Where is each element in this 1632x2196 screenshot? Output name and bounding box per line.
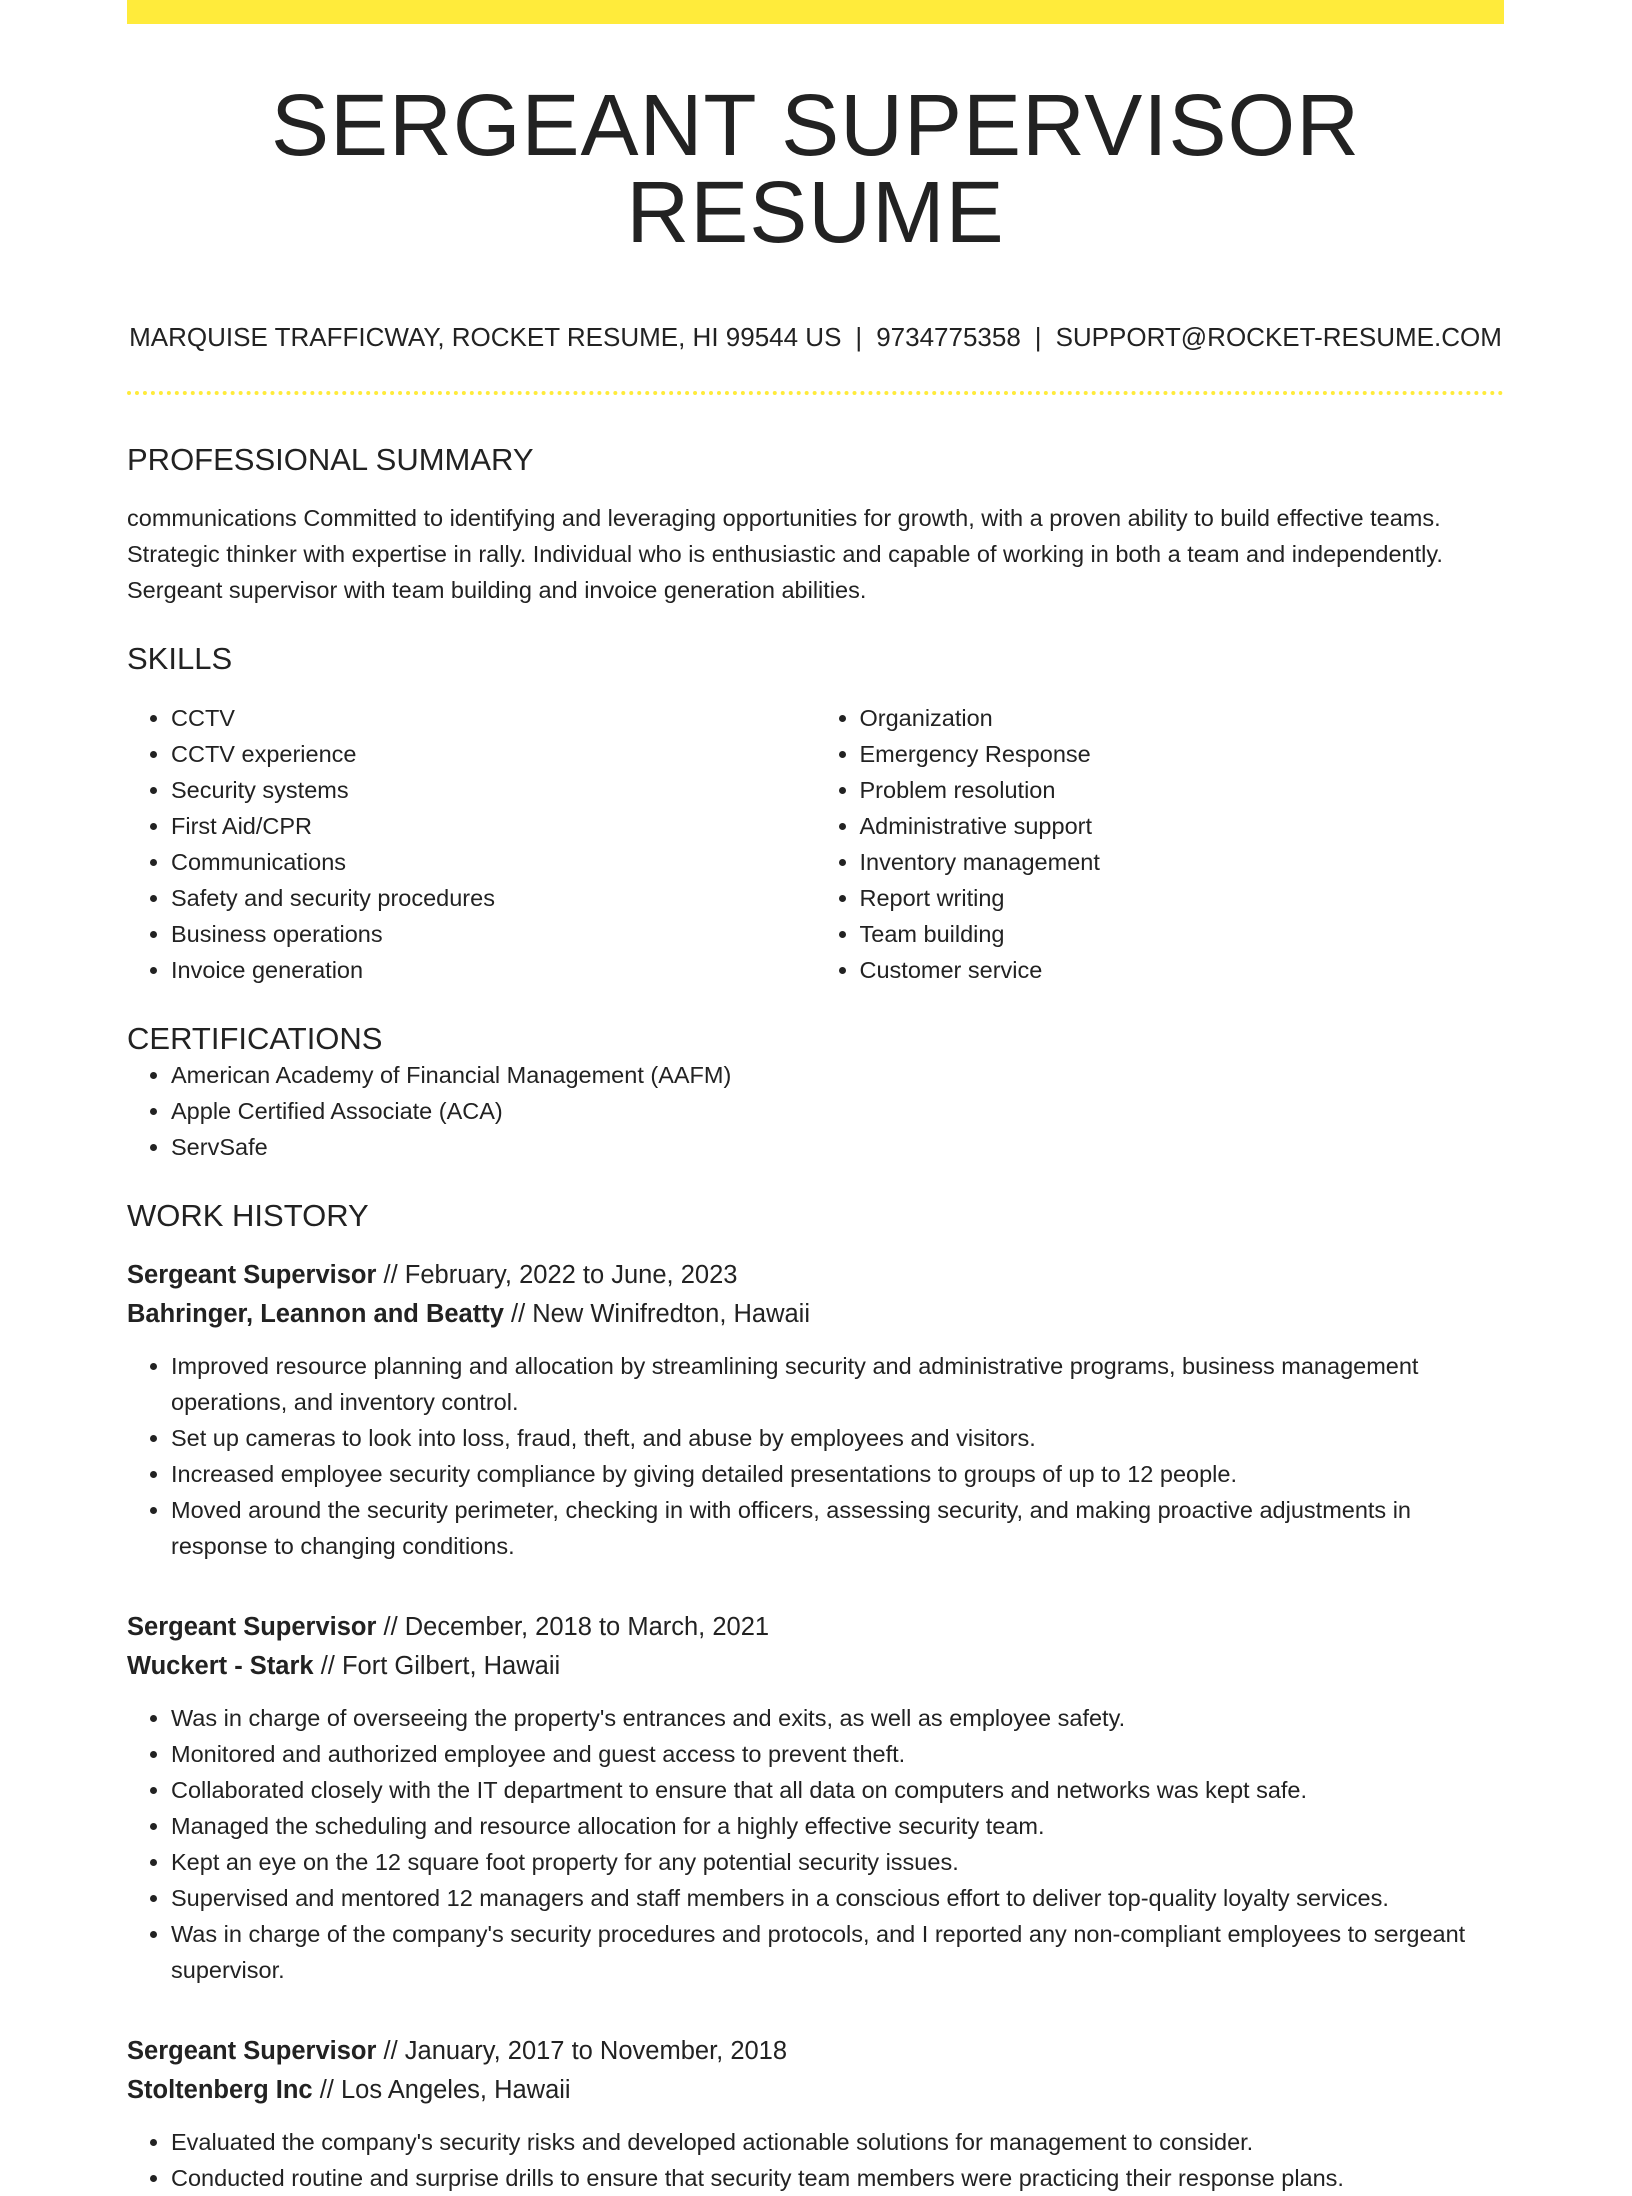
job-location: // New Winifredton, Hawaii: [511, 1299, 811, 1328]
job-bullet: • Increased employee security compliance by giving detailed presentations to groups of up to 12 people.: [171, 1456, 1504, 1492]
job-title-line: [127, 1608, 1504, 1647]
job-entry: [127, 1256, 1504, 1564]
summary-heading: PROFESSIONAL SUMMARY: [127, 442, 534, 478]
skill-item: • Business operations: [171, 916, 816, 952]
top-accent-bar: [127, 0, 1504, 24]
job-dates: // February, 2022 to June, 2023: [383, 1260, 738, 1289]
job-company: Stoltenberg Inc: [127, 2075, 313, 2104]
work-history-list: [127, 1256, 1504, 2196]
job-company: Bahringer, Leannon and Beatty: [127, 1299, 504, 1328]
certification-item: • Apple Certified Associate (ACA): [171, 1093, 1504, 1129]
job-title-line: [127, 2032, 1504, 2071]
job-bullets: [127, 1700, 1504, 1988]
job-bullet: • Evaluated the company's security risks and developed actionable solutions for management to consider.: [171, 2124, 1504, 2160]
contact-line: [127, 322, 1504, 353]
job-bullets: [127, 2124, 1504, 2196]
certification-item: • American Academy of Financial Management (AAFM): [171, 1057, 1504, 1093]
skills-heading: SKILLS: [127, 641, 233, 677]
skill-item: • First Aid/CPR: [171, 808, 816, 844]
skill-item: • Emergency Response: [860, 736, 1505, 772]
certification-item: • ServSafe: [171, 1129, 1504, 1165]
page-title: SERGEANT SUPERVISOR RESUME: [270, 77, 1361, 261]
skill-item: • Safety and security procedures: [171, 880, 816, 916]
job-bullet: • Moved around the security perimeter, checking in with officers, assessing security, and making proactive adjustments in response to changing conditions.: [171, 1492, 1504, 1564]
certifications-list: [127, 1057, 1504, 1165]
skills-list-right: [816, 700, 1505, 988]
dotted-divider: [127, 391, 1504, 395]
skill-item: • Administrative support: [860, 808, 1505, 844]
skills-list-left: [127, 700, 816, 988]
job-company-line: [127, 1647, 1504, 1686]
skill-item: • Problem resolution: [860, 772, 1505, 808]
contact-phone: 9734775358: [876, 322, 1021, 352]
skill-item: • Inventory management: [860, 844, 1505, 880]
job-title-line: [127, 1256, 1504, 1295]
skill-item: • Customer service: [860, 952, 1505, 988]
job-bullet: • Was in charge of overseeing the property's entrances and exits, as well as employee safety.: [171, 1700, 1504, 1736]
resume-page: [127, 0, 1504, 2196]
certifications-heading: CERTIFICATIONS: [127, 1020, 383, 1056]
skill-item: • Report writing: [860, 880, 1505, 916]
job-title: Sergeant Supervisor: [127, 1260, 377, 1289]
skill-item: • Organization: [860, 700, 1505, 736]
job-entry: [127, 1608, 1504, 1988]
skills-grid: [127, 700, 1504, 988]
skill-item: • Communications: [171, 844, 816, 880]
skill-item: • Invoice generation: [171, 952, 816, 988]
job-title: Sergeant Supervisor: [127, 1612, 377, 1641]
job-dates: // December, 2018 to March, 2021: [383, 1612, 770, 1641]
job-bullet: • Supervised and mentored 12 managers and staff members in a conscious effort to deliver top-quality loyalty services.: [171, 1880, 1504, 1916]
job-company: Wuckert - Stark: [127, 1651, 314, 1680]
job-dates: // January, 2017 to November, 2018: [383, 2036, 788, 2065]
contact-email: SUPPORT@ROCKET-RESUME.COM: [1055, 322, 1502, 352]
job-bullet: • Collaborated closely with the IT department to ensure that all data on computers and networks was kept safe.: [171, 1772, 1504, 1808]
job-company-line: [127, 2071, 1504, 2110]
work-history-heading: WORK HISTORY: [127, 1197, 369, 1233]
job-bullet: • Monitored and authorized employee and guest access to prevent theft.: [171, 1736, 1504, 1772]
skill-item: • Security systems: [171, 772, 816, 808]
job-bullet: • Improved resource planning and allocation by streamlining security and administrative programs, business management operations, and inventory control.: [171, 1348, 1504, 1420]
job-entry: [127, 2032, 1504, 2196]
job-bullet: • Kept an eye on the 12 square foot property for any potential security issues.: [171, 1844, 1504, 1880]
summary-text: communications Committed to identifying and leveraging opportunities for growth, with a proven ability to build effective teams. Strategic thinker with expertise in rally. Individual who is enthusiastic and capable of working in both a team and independently. Sergeant supervisor with team building and invoice generation abilities.: [127, 505, 1443, 604]
contact-address: MARQUISE TRAFFICWAY, ROCKET RESUME, HI 99544 US: [129, 322, 842, 352]
skill-item: • Team building: [860, 916, 1505, 952]
job-company-line: [127, 1295, 1504, 1334]
job-location: // Los Angeles, Hawaii: [319, 2075, 571, 2104]
job-title: Sergeant Supervisor: [127, 2036, 377, 2065]
contact-separator: |: [855, 322, 863, 352]
job-bullet: • Conducted routine and surprise drills to ensure that security team members were practicing their response plans.: [171, 2160, 1504, 2196]
job-bullet: • Managed the scheduling and resource allocation for a highly effective security team.: [171, 1808, 1504, 1844]
job-bullets: [127, 1348, 1504, 1564]
job-location: // Fort Gilbert, Hawaii: [320, 1651, 561, 1680]
job-bullet: • Set up cameras to look into loss, fraud, theft, and abuse by employees and visitors.: [171, 1420, 1504, 1456]
skill-item: • CCTV: [171, 700, 816, 736]
contact-separator: |: [1034, 322, 1042, 352]
job-bullet: • Was in charge of the company's security procedures and protocols, and I reported any non-compliant employees to sergeant supervisor.: [171, 1916, 1504, 1988]
skill-item: • CCTV experience: [171, 736, 816, 772]
